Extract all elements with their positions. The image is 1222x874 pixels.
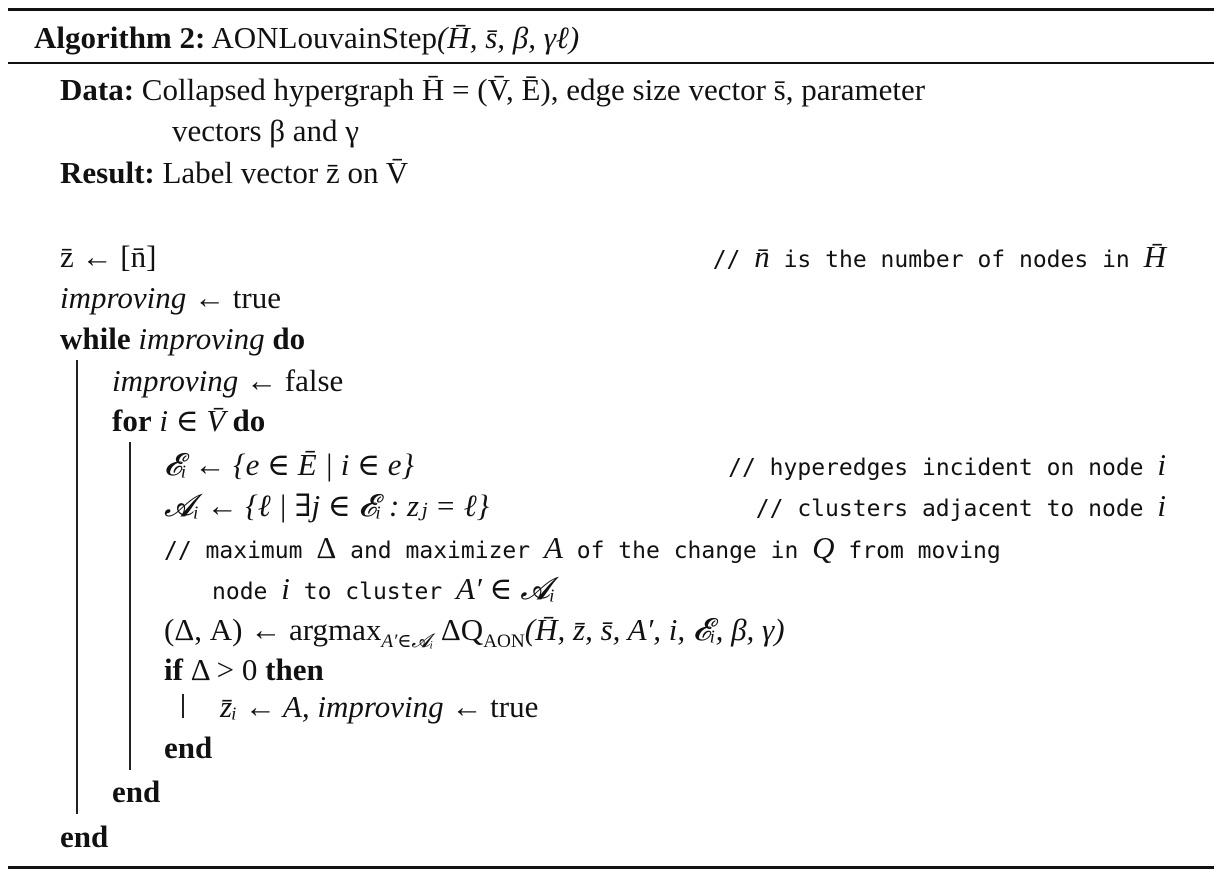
init-improving-line: improving ← true xyxy=(60,280,281,315)
while-body-bar xyxy=(76,360,78,814)
top-rule xyxy=(8,8,1214,11)
algorithm-header xyxy=(34,21,579,55)
if-line: if Δ > 0 then xyxy=(164,652,324,687)
end-while: end xyxy=(60,819,109,854)
set-false-line: improving ← false xyxy=(112,363,344,398)
result-text: Label vector z̄ on V̄ xyxy=(162,155,409,190)
header-rule xyxy=(8,62,1214,64)
edges-comment: // hyperedges incident on node i xyxy=(728,447,1166,482)
for-line: for i ∈ V̄ do xyxy=(112,403,266,438)
algorithm-label: Algorithm 2: xyxy=(34,20,206,55)
assign-line: z̄ᵢ ← A, improving ← true xyxy=(220,689,539,724)
while-line: while improving do xyxy=(60,321,306,356)
for-body-bar xyxy=(129,442,131,770)
bottom-rule xyxy=(8,866,1214,869)
if-body-bar xyxy=(182,694,184,718)
data-text-1: Collapsed hypergraph H̄ = (V̄, Ē), edge size vector s̄, parameter xyxy=(141,72,926,107)
result-keyword: Result: xyxy=(60,155,155,190)
end-if: end xyxy=(164,730,213,765)
result-line xyxy=(60,156,408,190)
data-line-2 xyxy=(172,114,359,148)
data-line xyxy=(60,73,925,107)
end-for: end xyxy=(112,774,161,809)
clusters-line: 𝓐ᵢ ← {ℓ | ∃j ∈ 𝓔ᵢ : zⱼ = ℓ} xyxy=(164,488,490,523)
data-text-2: vectors β and γ xyxy=(172,113,359,148)
edges-line: 𝓔ᵢ ← {e ∈ Ē | i ∈ e} xyxy=(164,447,414,482)
algorithm-name: AONLouvainStep xyxy=(211,20,437,55)
max-comment-line-2: node i to cluster A′ ∈ 𝓐ᵢ xyxy=(212,571,556,606)
argmax-line: (Δ, A) ← argmax$_{A'\in 𝓐ᵢ}$ $\Delta Q_{AON}(H̄$, z̄, s̄, A′, i, 𝓔ᵢ, β, γ) xyxy=(164,612,785,653)
data-keyword: Data: xyxy=(60,72,135,107)
max-comment-line-1: // maximum Δ and maximizer A of the change in Q from moving xyxy=(164,530,1001,565)
init-z-expr: z̄ ← [n̄] xyxy=(60,239,157,274)
algorithm-signature: (H̄, s̄, β, γℓ) xyxy=(436,20,580,55)
init-z-line xyxy=(60,240,156,274)
clusters-comment: // clusters adjacent to node i xyxy=(755,488,1166,523)
init-z-comment: // n̄ is the number of nodes in H̄ xyxy=(712,239,1166,274)
